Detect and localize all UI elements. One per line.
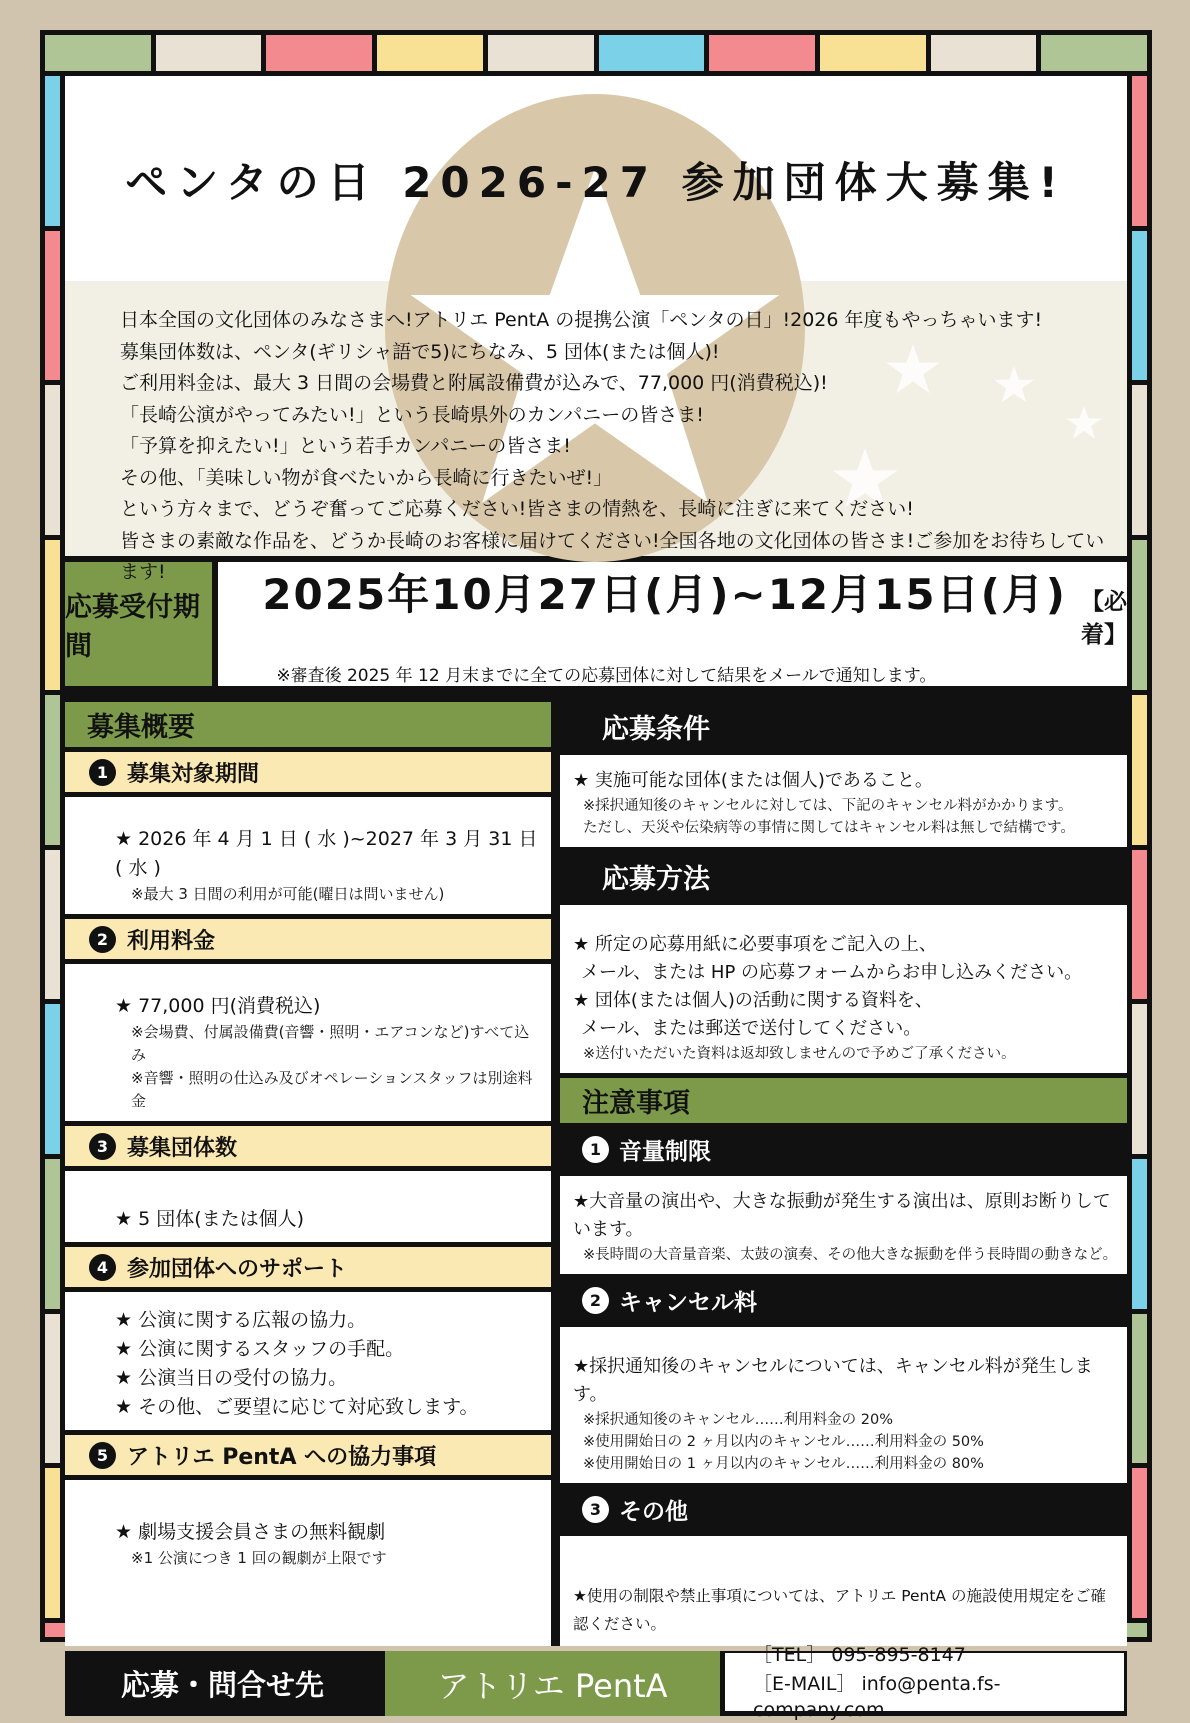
contact-label: 応募・問合せ先 [120,1668,324,1702]
section-number-badge: 1 [89,759,116,786]
star-item: ★ 劇場支援会員さまの無料観劇 [115,1521,386,1543]
mosaic-tile [45,385,60,535]
mosaic-tile [266,35,372,71]
mosaic-tile [1132,850,1147,1000]
mosaic-border-right [1132,76,1147,1618]
star-item: ★採択通知後のキャンセルについては、キャンセル料が発生します。 [573,1356,1093,1405]
section-header-support [65,1247,551,1287]
mosaic-tile [820,35,926,71]
mosaic-tile [45,35,151,71]
intro-text [120,305,1107,589]
caution-header-cancel-fee [560,1279,1127,1322]
application-period-dates: 2025年10月27日(月)~12月15日(月) [262,570,1067,619]
note-item: ※採択通知後のキャンセルに対しては、下記のキャンセル料がかかります。 [583,798,1073,814]
note-item: ※長時間の大音量音楽、太鼓の演奏、その他大きな振動を伴う長時間の動きなど。 [583,1247,1118,1263]
section-number-badge: 1 [582,1136,609,1163]
mosaic-tile [377,35,483,71]
arrival-deadline-badge: 【必着】 [1081,589,1127,648]
header-zone [65,76,1127,583]
mosaic-border-top [45,35,1147,71]
mosaic-tile [1132,1004,1147,1154]
mosaic-tile [45,76,60,226]
section-body-cooperation [65,1480,551,1646]
mosaic-tile [1041,35,1147,71]
venue-name: アトリエ PentA [380,1651,725,1716]
page-title: ペンタの日 2026-27 参加団体大募集! [125,158,1067,207]
star-item: ★ 所定の応募用紙に必要事項をご記入の上、 [573,934,937,955]
section-number-badge: 3 [582,1496,609,1523]
note-item: ※採択通知後のキャンセル……利用料金の 20% [583,1412,893,1428]
star-item: ★ 77,000 円(消費税込) [115,995,321,1017]
note-item: ただし、天災や伝染病等の事情に関してはキャンセル料は無しで結構です。 [583,820,1075,836]
caution-header-volume [560,1128,1127,1171]
star-item: ★ 5 団体(または個人) [115,1208,305,1230]
mosaic-tile [45,850,60,1000]
note-item: ※最大 3 日間の利用が可能(曜日は問いません) [131,885,445,903]
section-header-cooperation [65,1435,551,1475]
section-body-support [65,1292,551,1430]
intro-line: 募集団体数は、ペンタ(ギリシャ語で5)にちなみ、5 団体(または個人)! [120,340,720,363]
star-item: ★使用の制限や禁止事項については、アトリエ PentA の施設使用規定をご確認ください。 [573,1587,1106,1633]
caution-header-other [560,1488,1127,1531]
mosaic-tile [1132,540,1147,690]
intro-line: 日本全国の文化団体のみなさまへ!アトリエ PentA の提携公演「ペンタの日」!2026 年度もやっちゃいます! [120,309,1043,331]
star-item: ★大音量の演出や、大きな振動が発生する演出は、原則お断りしています。 [573,1191,1111,1240]
section-title: 参加団体へのサポート [127,1256,348,1282]
mosaic-tile [1132,1314,1147,1464]
intro-line: という方々まで、どうぞ奮ってご応募ください!皆さまの情熱を、長崎に注ぎに来てください! [120,498,914,520]
application-period-label: 応募受付期間 [65,562,218,686]
section-body-fee [65,964,551,1121]
contact-footer [65,1643,1127,1721]
section-header-group-count [65,1126,551,1166]
section-title: アトリエ PentA への協力事項 [127,1444,437,1470]
mosaic-tile [599,35,705,71]
method-header: 応募方法 [560,852,1127,900]
cautions-header: 注意事項 [560,1078,1127,1123]
section-header-target-period [65,752,551,792]
mosaic-tile [156,35,262,71]
conditions-header: 応募条件 [560,702,1127,750]
section-body-target-period [65,797,551,914]
mosaic-tile [1132,695,1147,845]
section-number-badge: 2 [582,1287,609,1314]
section-title: 募集対象期間 [127,761,260,787]
mosaic-tile [1132,1468,1147,1618]
email-line: ［E-MAIL］ info@penta.fs-company.com [753,1672,1001,1721]
mosaic-tile [45,540,60,690]
star-item: ★ 公演に関するスタッフの手配。 [115,1338,405,1360]
star-item-continuation: メール、または HP の応募フォームからお申し込みください。 [581,962,1083,983]
mosaic-tile [488,35,594,71]
section-title: キャンセル料 [619,1290,757,1316]
star-item: ★ その他、ご要望に応じて対応致します。 [115,1396,479,1418]
mosaic-tile [45,695,60,845]
mosaic-tile [45,231,60,381]
mosaic-tile [709,35,815,71]
note-item: ※使用開始日の 2 ヶ月以内のキャンセル……利用料金の 50% [583,1434,984,1450]
section-title: 音量制限 [619,1139,711,1165]
intro-line: その他、「美味しい物が食べたいから長崎に行きたいぜ!」 [120,466,613,489]
contact-info [725,1643,1124,1721]
mosaic-tile [1132,385,1147,535]
star-item: ★ 実施可能な団体(または個人)であること。 [573,770,933,791]
mosaic-tile [1132,1159,1147,1309]
note-item: ※1 公演につき 1 回の観劇が上限です [131,1549,387,1567]
caution-body-other [560,1536,1127,1646]
mosaic-tile [1132,231,1147,381]
mosaic-border-left [45,76,60,1618]
mosaic-tile [45,1159,60,1309]
section-number-badge: 2 [89,926,116,953]
intro-line: 「予算を抑えたい!」という若手カンパニーの皆さま! [120,435,571,457]
section-number-badge: 3 [89,1133,116,1160]
mosaic-divider [65,692,1127,702]
section-number-badge: 5 [89,1442,116,1469]
note-item: ※会場費、付属設備費(音響・照明・エアコンなど)すべて込み [131,1023,530,1064]
details-column [560,702,1127,1646]
application-period-note: ※審査後 2025 年 12 月末までに全ての応募団体に対して結果をメールで通知します。 [276,666,937,686]
caution-body-cancel-fee [560,1327,1127,1483]
section-header-fee [65,919,551,959]
star-item: ★ 2026 年 4 月 1 日 ( 水 )~2027 年 3 月 31 日 ( 水 ) [115,828,538,879]
intro-line: 皆さまの素敵な作品を、どうか長崎のお客様に届けてください!全国各地の文化団体の皆さま!ご参加をお待ちしています! [120,529,1105,583]
tel-line: ［TEL］ 095-895-8147 [753,1643,966,1666]
poster-frame [40,30,1152,1721]
intro-line: 「長崎公演がやってみたい!」という長崎県外のカンパニーの皆さま! [120,403,704,426]
method-body [560,905,1127,1073]
mosaic-tile [1132,76,1147,226]
conditions-body [560,755,1127,847]
section-body-group-count [65,1171,551,1242]
summary-header: 募集概要 [65,702,551,747]
intro-line: ご利用料金は、最大 3 日間の会場費と附属設備費が込みで、77,000 円(消費税込)! [120,372,828,394]
mosaic-tile [45,1314,60,1464]
star-item: ★ 団体(または個人)の活動に関する資料を、 [573,990,933,1011]
summary-column [65,702,551,1646]
mosaic-tile [45,1468,60,1618]
star-item: ★ 公演に関する広報の協力。 [115,1309,367,1331]
section-number-badge: 4 [89,1254,116,1281]
caution-body-volume [560,1176,1127,1274]
note-item: ※音響・照明の仕込み及びオペレーションスタッフは別途料金 [131,1069,533,1110]
poster-content [65,76,1127,1721]
mosaic-tile [931,35,1037,71]
section-title: その他 [619,1499,688,1525]
star-item-continuation: メール、または郵送で送付してください。 [581,1018,922,1039]
section-title: 募集団体数 [127,1135,238,1161]
info-columns [65,702,1127,1646]
note-item: ※使用開始日の 1 ヶ月以内のキャンセル……利用料金の 80% [583,1456,984,1472]
section-title: 利用料金 [127,928,216,954]
note-item: ※送付いただいた資料は返却致しませんので予めご了承ください。 [583,1046,1016,1062]
mosaic-tile [45,1004,60,1154]
star-item: ★ 公演当日の受付の協力。 [115,1367,348,1389]
